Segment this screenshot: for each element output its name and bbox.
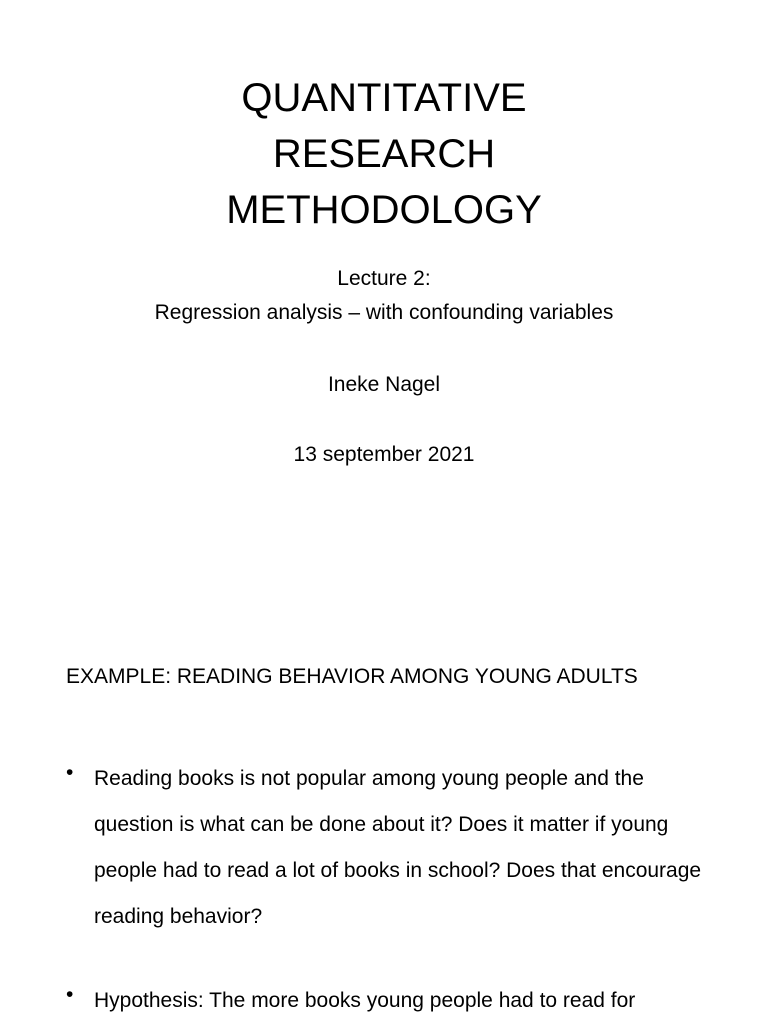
content-slide [0,600,768,1024]
bullet-item [66,756,716,940]
lecture-number: Lecture 2: [337,267,431,290]
title-line-1: QUANTITATIVE [241,76,527,120]
title-line-2: RESEARCH [272,132,496,176]
author-name: Ineke Nagel [327,373,441,396]
bullet-item [66,978,716,1024]
lecture-date: 13 september 2021 [293,443,475,466]
lecture-topic: Regression analysis – with confounding variables [154,301,614,324]
bullet-text: Hypothesis: The more books young people had to read for [94,989,636,1012]
bullet-text: Reading books is not popular among young people and the question is what can be done about it? Does it matter if young people had to read a lot of books in school? Does that encourage reading behavior? [94,767,702,928]
slide-title [0,70,768,238]
bullet-dot-icon: • [66,983,74,1006]
bullet-list [66,756,716,1024]
title-line-3: METHODOLOGY [226,188,542,232]
bullet-dot-icon: • [66,761,74,784]
section-heading: EXAMPLE: READING BEHAVIOR AMONG YOUNG ADULTS [66,665,638,688]
